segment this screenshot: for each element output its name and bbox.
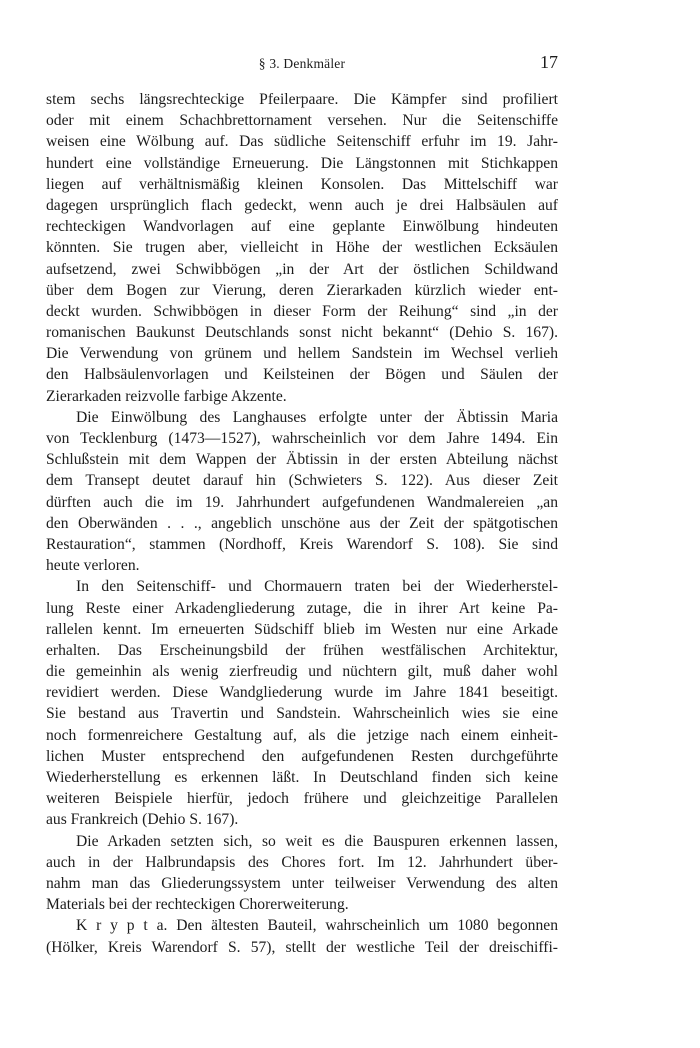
text-line: den Oberwänden . . ., angeblich unschöne aus der Zeit der spätgotischen (46, 514, 558, 532)
body-text (46, 89, 558, 958)
page-number: 17 (540, 52, 558, 72)
text-line: dürften auch die im 19. Jahrhundert aufgefundenen Wandmalereien „an (46, 493, 558, 511)
text-line: noch formenreichere Gestaltung auf, als die jetzige nach einem einheit- (46, 726, 558, 744)
text-line: oder mit einem Schachbrettornament versehen. Nur die Seitenschiffe (46, 112, 558, 130)
text-line: rechteckigen Wandvorlagen auf eine geplante Einwölbung hindeuten (46, 218, 558, 236)
text-line: Restauration“, stammen (Nordhoff, Kreis Warendorf S. 108). Sie sind (46, 535, 558, 553)
running-head: § 3. Denkmäler (258, 56, 346, 71)
text-line: rallelen kennt. Im erneuerten Südschiff blieb im Westen nur eine Arkade (46, 620, 558, 638)
text-line: Die Einwölbung des Langhauses erfolgte unter der Äbtissin Maria (76, 408, 558, 426)
text-line: dagegen ursprünglich flach gedeckt, wenn auch je drei Halbsäulen auf (46, 196, 558, 214)
text-line: liegen auf verhältnismäßig kleinen Konsolen. Das Mittelschiff war (46, 175, 558, 193)
text-line: über dem Bogen zur Vierung, deren Zierarkaden kürzlich wieder ent- (46, 281, 558, 299)
text-line: Sie bestand aus Travertin und Sandstein. Wahrscheinlich wies sie eine (46, 705, 558, 723)
text-line: Die Verwendung von grünem und hellem Sandstein im Wechsel verlieh (46, 345, 558, 363)
text-line: den Halbsäulenvorlagen und Keilsteinen der Bögen und Säulen der (46, 366, 558, 384)
text-line: heute verloren. (46, 557, 140, 575)
text-line: aus Frankreich (Dehio S. 167). (46, 811, 239, 829)
text-line: die gemeinhin als wenig zierfreudig und nüchtern gilt, muß daher wohl (46, 663, 558, 681)
text-line: Zierarkaden reizvolle farbige Akzente. (46, 387, 287, 405)
text-line: auch in der Halbrundapsis des Chores fort. Im 12. Jahrhundert über- (46, 853, 558, 871)
text-line: hundert eine vollständige Erneuerung. Die Längstonnen mit Stichkappen (46, 154, 558, 172)
text-line: von Tecklenburg (1473—1527), wahrscheinlich vor dem Jahre 1494. Ein (46, 430, 558, 447)
page-header (46, 52, 558, 82)
text-line: stem sechs längsrechteckige Pfeilerpaare. Die Kämpfer sind profiliert (46, 91, 558, 108)
text-line: dem Transept deutet darauf hin (Schwieters S. 122). Aus dieser Zeit (46, 472, 558, 490)
text-line: nahm man das Gliederungssystem unter teilweiser Verwendung des alten (46, 874, 558, 892)
text-line: weiteren Beispiele hierfür, jedoch frühere und gleichzeitige Parallelen (46, 790, 558, 808)
text-line: deckt wurden. Schwibbögen in dieser Form der Reihung“ sind „in der (46, 302, 558, 320)
text-line: weisen eine Wölbung auf. Das südliche Seitenschiff erfuhr im 19. Jahr- (46, 133, 558, 151)
text-line: romanischen Baukunst Deutschlands sonst nicht bekannt“ (Dehio S. 167). (46, 324, 558, 342)
text-line: In den Seitenschiff- und Chormauern traten bei der Wiederherstel- (76, 578, 558, 596)
text-line: Schlußstein mit dem Wappen der Äbtissin in der ersten Abteilung nächst (46, 451, 558, 469)
text-line: Die Arkaden setzten sich, so weit es die Bauspuren erkennen lassen, (76, 832, 558, 850)
text-line: erhalten. Das Erscheinungsbild der frühen westfälischen Architektur, (46, 641, 558, 659)
text-line: (Hölker, Kreis Warendorf S. 57), stellt der westliche Teil der dreischiffi- (46, 938, 558, 956)
text-line: revidiert werden. Diese Wandgliederung wurde im Jahre 1841 beseitigt. (46, 684, 558, 702)
text-line: aufsetzend, zwei Schwibbögen „in der Art der östlichen Schildwand (46, 260, 558, 278)
text-line: könnten. Sie trugen aber, vielleicht in Höhe der westlichen Ecksäulen (46, 239, 558, 257)
text-line: lichen Muster entsprechend den aufgefundenen Resten durchgeführte (46, 747, 558, 765)
text-line: Wiederherstellung es erkennen läßt. In Deutschland finden sich keine (46, 769, 558, 786)
text-line: Materials bei der rechteckigen Chorerweiterung. (46, 896, 349, 914)
text-line: lung Reste einer Arkadengliederung zutage, die in ihrer Art keine Pa- (46, 599, 558, 617)
text-line: K r y p t a. Den ältesten Bauteil, wahrscheinlich um 1080 begonnen (76, 917, 558, 935)
